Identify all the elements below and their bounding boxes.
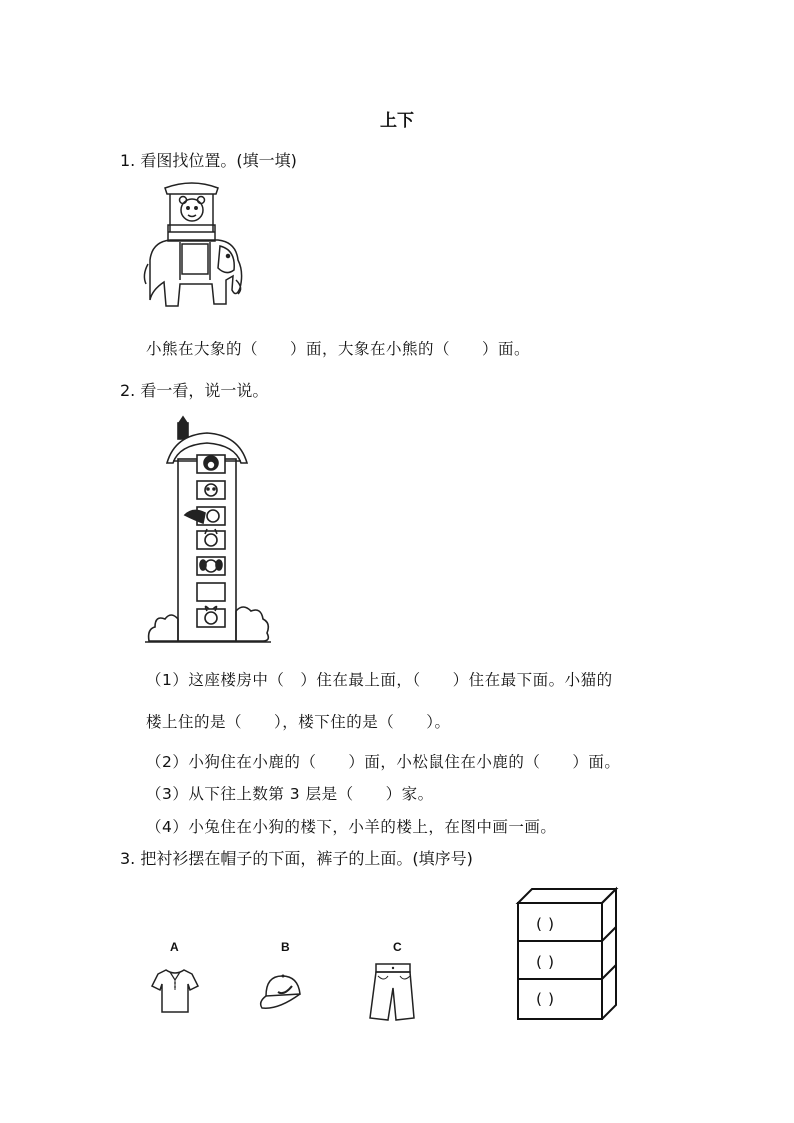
cabinet-illustration — [516, 887, 620, 1023]
item-a-label: A — [170, 940, 179, 954]
question-1-sentence: 小熊在大象的（ ）面，大象在小熊的（ ）面。 — [146, 340, 531, 358]
page-title: 上下 — [380, 111, 414, 131]
item-b-label: B — [281, 940, 290, 954]
question-1-heading: 1. 看图找位置。(填一填) — [120, 151, 297, 170]
bear-on-elephant-illustration — [140, 180, 245, 320]
item-c-label: C — [393, 940, 402, 954]
cap-icon — [256, 970, 304, 1014]
question-2-heading: 2. 看一看，说一说。 — [120, 381, 269, 400]
cabinet-slot-top[interactable]: ( ) — [536, 915, 555, 933]
cabinet-slot-middle[interactable]: ( ) — [536, 953, 555, 971]
apartment-building-illustration — [145, 415, 275, 650]
question-2-sub2: （2）小狗住在小鹿的（ ）面，小松鼠住在小鹿的（ ）面。 — [146, 753, 621, 771]
cabinet-slot-bottom[interactable]: ( ) — [536, 990, 555, 1008]
question-2-sub3: （3）从下往上数第 3 层是（ ）家。 — [146, 785, 434, 803]
question-3-heading: 3. 把衬衫摆在帽子的下面，裤子的上面。(填序号) — [120, 849, 473, 868]
shorts-icon — [366, 962, 422, 1024]
shirt-icon — [150, 966, 200, 1016]
question-2-sub4: （4）小兔住在小狗的楼下，小羊的楼上，在图中画一画。 — [146, 818, 557, 836]
question-2-sub1-line2: 楼上住的是（ ），楼下住的是（ ）。 — [146, 713, 451, 731]
question-2-sub1-line1: （1）这座楼房中（ ）住在最上面，（ ）住在最下面。小猫的 — [146, 671, 613, 689]
